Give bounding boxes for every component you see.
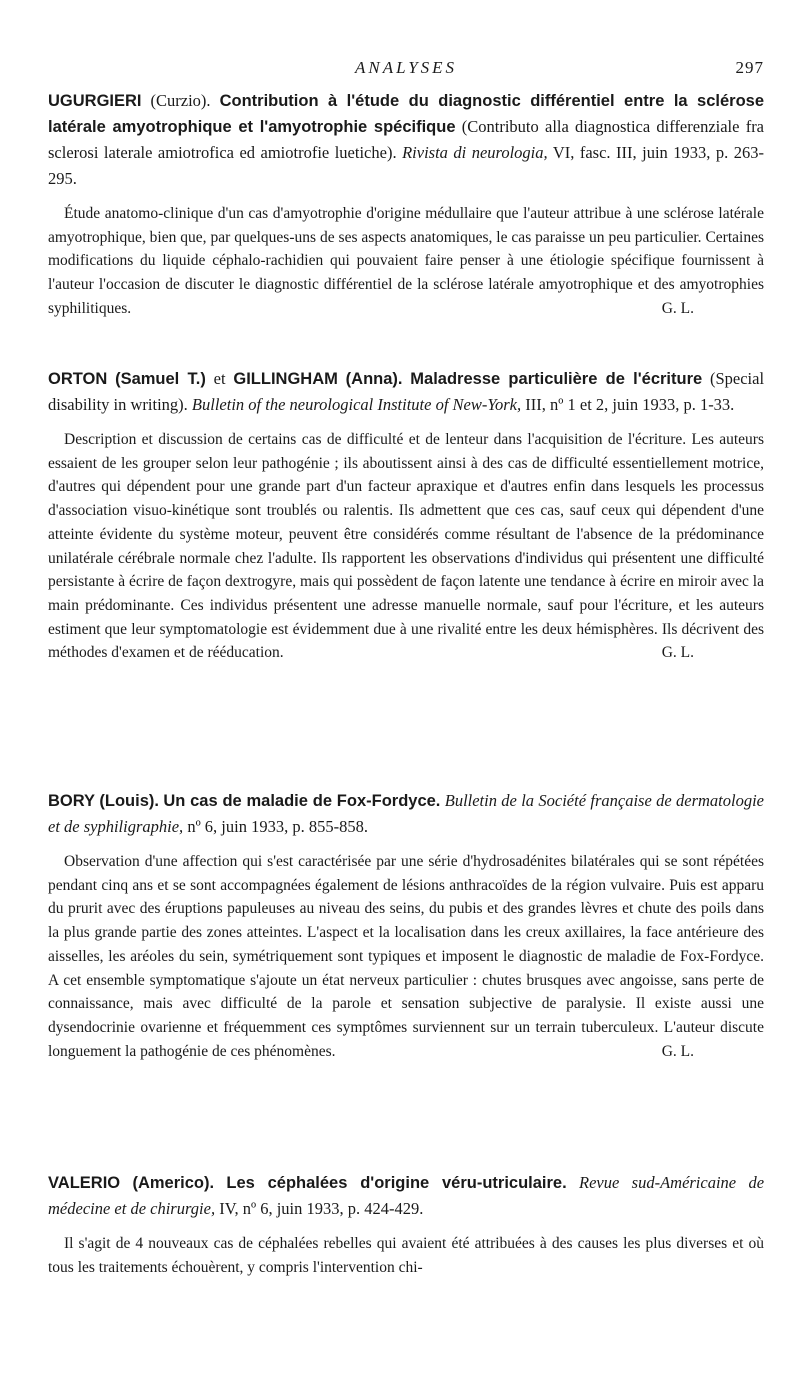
author-given-name: (Louis). (99, 792, 159, 810)
signature: G. L. (661, 299, 694, 317)
author-given-name: (Samuel T.) (115, 370, 206, 388)
author-given-name: (Americo). (132, 1174, 215, 1192)
abstract-entry-bory (48, 788, 764, 1063)
journal-name: Rivista di neurologia, (402, 143, 548, 162)
entry-heading (48, 788, 764, 840)
second-author-name: GILLINGHAM (233, 370, 338, 388)
author-name: BORY (48, 792, 96, 810)
entry-heading (48, 1170, 764, 1222)
signature: G. L. (661, 1042, 694, 1060)
abstract-text: Étude anatomo-clinique d'un cas d'amyotrophie d'origine médullaire que l'auteur attribue à une sclérose latérale amyotrophique, bien que, par quelques-uns de ses aspects anatomiques, le cas paraisse un peu particulier. Certaines modifications du liquide céphalo-rachidien qui pouvaient faire penser à une étiologie spécifique fournissent à l'auteur l'occasion de discuter le diagnostic différentiel de la sclérose latérale amyotrophique et des amyotrophies syphilitiques. (48, 205, 764, 317)
abstract-body (48, 202, 764, 321)
title-translation: (Special disability in writing). (48, 369, 765, 414)
author-name: UGURGIERI (48, 92, 142, 110)
signature: G. L. (661, 644, 694, 662)
abstract-body (48, 850, 764, 1063)
journal-name: Bulletin of the neurological Institute of New-York, (191, 395, 522, 414)
citation: nº 6, juin 1933, p. 855-858. (187, 817, 368, 836)
journal-name: Revue sud-Américaine de médecine et de chirurgie, (48, 1173, 765, 1218)
abstract-body (48, 1232, 764, 1279)
abstract-text: Observation d'une affection qui s'est caractérisée par une série d'hydrosadénites bilatérales qui se sont répétées pendant cinq ans et se sont accompagnées également de lésions anthracoïdes de la région vulvaire. Puis est apparu du prurit avec des éruptions papuleuses au niveau des seins, du pubis et des grandes lèvres et chute des poils dans la plus grande partie des zones atteintes. L'aspect et la localisation dans les creux axillaires, la face antérieure des aisselles, les aréoles du sein, symétriquement sont typiques et imposent le diagnostic de maladie de Fox-Fordyce. A cet ensemble symptomatique s'ajoute un état nerveux particulier : chutes brusques avec angoisse, sans perte de connaissance, mais avec difficulté de la parole et sensation subjective de paralysie. Il existe aussi une dysendocrinie ovarienne et fréquemment ces symptômes surviennent sur un terrain tuberculeux. L'auteur discute longuement la pathogénie de ces phénomènes. (48, 853, 764, 1060)
page-header (48, 58, 764, 82)
article-title: Contribution à l'étude du diagnostic différentiel entre la sclérose latérale amyotrophique et l'amyotrophie spécifique (48, 92, 765, 136)
abstract-entry-valerio (48, 1170, 764, 1279)
article-title: Maladresse particulière de l'écriture (410, 370, 703, 388)
title-translation: (Contributo alla diagnostica differenziale fra sclerosi laterale amiotrofica ed amiotrofie luetiche). (48, 117, 765, 162)
citation: IV, nº 6, juin 1933, p. 424-429. (219, 1199, 424, 1218)
abstract-text: Description et discussion de certains cas de difficulté et de lenteur dans l'acquisition de l'écriture. Les auteurs essaient de les grouper selon leur pathogénie ; ils aboutissent ainsi à des cas de difficulté essentiellement motrice, d'autres qui dépendent pour une grande part d'un facteur apraxique et d'autres enfin dans lesquels les processus d'association visuo-kinétique sont troublés ou ralentis. Ils admettent que ces cas, sauf ceux qui dépendent d'une atteinte évidente du système moteur, peuvent être considérés comme résultant de l'absence de la prédominance unilatérale cérébrale normale chez l'adulte. Ils rapportent les observations d'individus qui présentent une difficulté persistante à écrire de façon dextrogyre, mais qui possèdent de façon latente une tendance à écrire en miroir avec la main prédominante. Ces individus présentent une adresse manuelle normale, sauf pour l'écriture, et les auteurs estiment que leur symptomatologie est évidemment due à une rivalité entre les deux hémisphères. Ils décrivent des méthodes d'examen et de rééducation. (48, 431, 764, 662)
journal-name: Bulletin de la Société française de dermatologie et de syphiligraphie, (48, 791, 765, 836)
article-title: Les céphalées d'origine véru-utriculaire. (226, 1174, 567, 1192)
running-title: ANALYSES (354, 58, 458, 77)
author-name: VALERIO (48, 1174, 121, 1192)
author-given-name: (Curzio). (150, 91, 211, 110)
abstract-body (48, 428, 764, 665)
citation: III, nº 1 et 2, juin 1933, p. 1-33. (525, 395, 735, 414)
conjunction: et (213, 369, 226, 388)
article-title: Un cas de maladie de Fox-Fordyce. (163, 792, 441, 810)
page-number: 297 (735, 58, 764, 77)
entry-heading (48, 88, 764, 192)
author-name: ORTON (48, 370, 108, 388)
entry-heading (48, 366, 764, 418)
abstract-text: Il s'agit de 4 nouveaux cas de céphalées rebelles qui avaient été attribuées à des causes les plus diverses et où tous les traitements échouèrent, y compris l'intervention chi- (48, 1235, 764, 1276)
citation: VI, fasc. III, juin 1933, p. 263-295. (48, 143, 765, 188)
second-author-given-name: (Anna). (345, 370, 403, 388)
abstract-entry-ugurgieri (48, 88, 764, 321)
abstract-entry-orton (48, 366, 764, 665)
